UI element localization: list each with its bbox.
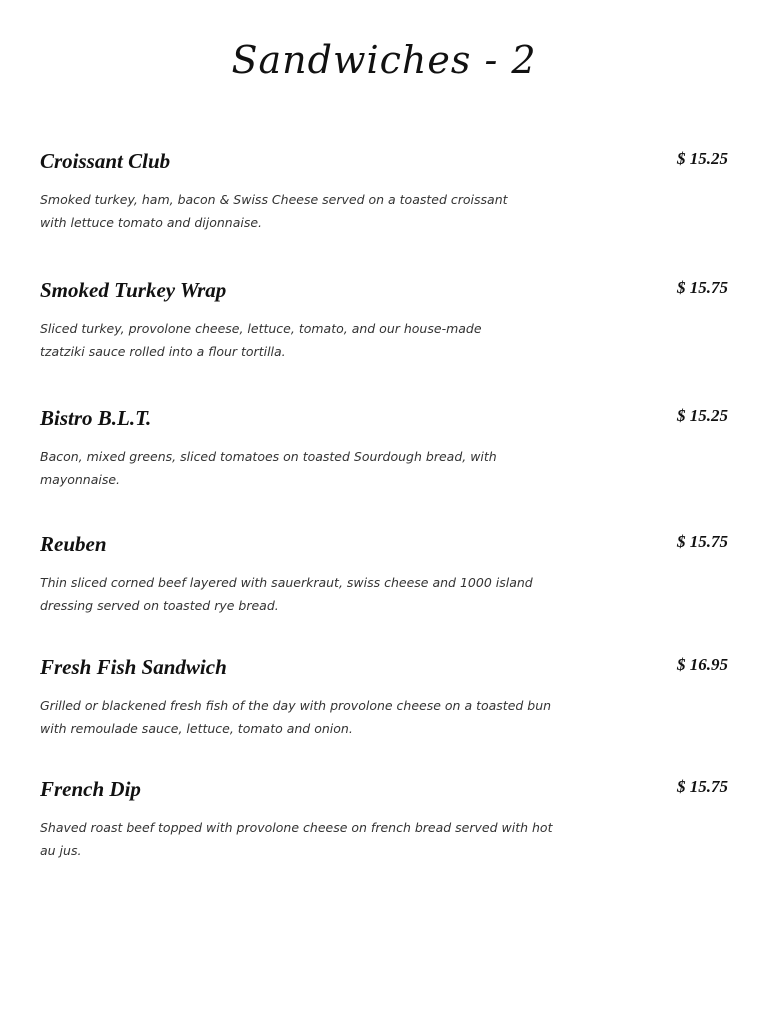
item-description xyxy=(40,445,497,491)
item-name: French Dip xyxy=(40,777,141,801)
item-description-line: Shaved roast beef topped with provolone cheese on french bread served with hot xyxy=(40,820,553,835)
item-description-line: Grilled or blackened fresh fish of the day with provolone cheese on a toasted bun xyxy=(40,698,552,713)
item-description-line: with remoulade sauce, lettuce, tomato and onion. xyxy=(40,721,353,736)
item-description-line: Thin sliced corned beef layered with sauerkraut, swiss cheese and 1000 island xyxy=(40,575,533,590)
item-price: $ 15.75 xyxy=(677,278,728,297)
item-description xyxy=(40,188,508,234)
item-price: $ 15.25 xyxy=(677,406,728,425)
item-name: Bistro B.L.T. xyxy=(40,406,152,430)
item-description-line: dressing served on toasted rye bread. xyxy=(40,598,279,613)
item-description-line: Sliced turkey, provolone cheese, lettuce, tomato, and our house-made xyxy=(40,321,482,336)
item-price: $ 15.25 xyxy=(677,149,728,168)
item-description-line: tzatziki sauce rolled into a flour tortilla. xyxy=(40,344,286,359)
item-description-line: mayonnaise. xyxy=(40,472,121,487)
item-name: Fresh Fish Sandwich xyxy=(40,655,227,679)
item-description-line: Smoked turkey, ham, bacon & Swiss Cheese served on a toasted croissant xyxy=(40,192,508,207)
item-description xyxy=(40,694,551,740)
item-name: Smoked Turkey Wrap xyxy=(40,278,227,302)
item-price: $ 16.95 xyxy=(677,655,728,674)
item-description xyxy=(40,571,533,617)
item-name: Reuben xyxy=(40,532,107,556)
item-name: Croissant Club xyxy=(40,149,171,173)
item-description-line: Bacon, mixed greens, sliced tomatoes on toasted Sourdough bread, with xyxy=(40,449,497,464)
page-title: Sandwiches - 2 xyxy=(231,38,537,82)
item-description xyxy=(40,317,482,363)
item-description xyxy=(40,816,552,862)
item-description-line: with lettuce tomato and dijonnaise. xyxy=(40,215,262,230)
item-price: $ 15.75 xyxy=(677,777,728,796)
item-price: $ 15.75 xyxy=(677,532,728,551)
item-description-line: au jus. xyxy=(40,843,82,858)
